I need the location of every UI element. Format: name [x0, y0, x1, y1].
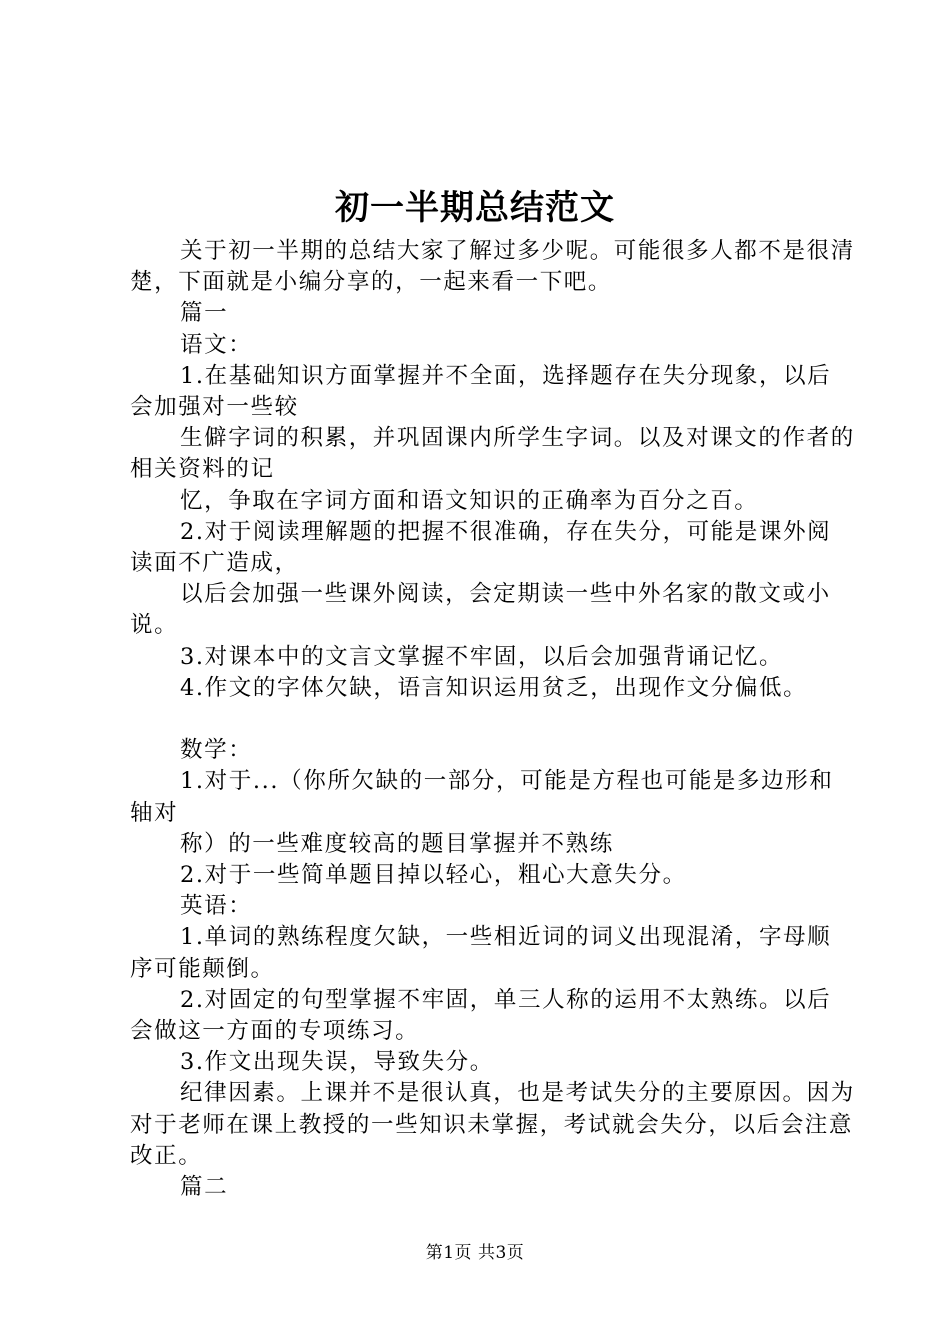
- subject-heading-math: 数学：: [180, 737, 253, 764]
- section-heading-part-two: 篇二: [180, 1174, 229, 1201]
- document-title: 初一半期总结范文: [335, 188, 615, 228]
- document-body: [130, 236, 855, 1203]
- body-paragraph: 2.对于一些简单题目掉以轻心，粗心大意失分。: [180, 862, 687, 889]
- body-paragraph: 3.作文出现失误，导致失分。: [180, 1049, 494, 1076]
- body-paragraph: 生僻字词的积累，并巩固课内所学生字词。以及对课文的作者的相关资料的记: [130, 425, 855, 483]
- intro-paragraph: 关于初一半期的总结大家了解过多少呢。可能很多人都不是很清楚，下面就是小编分享的，一起来看一下吧。: [130, 238, 855, 296]
- body-paragraph: 2.对固定的句型掌握不牢固，单三人称的运用不太熟练。以后会做这一方面的专项练习。: [130, 986, 832, 1045]
- blank-line: [130, 704, 855, 735]
- body-paragraph: 纪律因素。上课并不是很认真，也是考试失分的主要原因。因为对于老师在课上教授的一些知识未掌握，考试就会失分，以后会注意改正。: [130, 1080, 855, 1169]
- section-heading-part-one: 篇一: [180, 300, 229, 327]
- body-paragraph: 1.在基础知识方面掌握并不全面，选择题存在失分现象，以后会加强对一些较: [130, 362, 832, 421]
- body-paragraph: 4.作文的字体欠缺，语言知识运用贫乏，出现作文分偏低。: [180, 674, 808, 701]
- body-paragraph: 3.对课本中的文言文掌握不牢固，以后会加强背诵记忆。: [180, 643, 784, 670]
- subject-heading-chinese: 语文：: [180, 331, 253, 358]
- body-paragraph: 1.对于...（你所欠缺的一部分，可能是方程也可能是多边形和轴对: [130, 768, 834, 826]
- subject-heading-english: 英语：: [180, 893, 253, 920]
- body-paragraph: 以后会加强一些课外阅读，会定期读一些中外名家的散文或小说。: [130, 581, 831, 639]
- body-paragraph: 2.对于阅读理解题的把握不很准确，存在失分，可能是课外阅读面不广造成，: [130, 518, 832, 577]
- body-paragraph: 忆，争取在字词方面和语文知识的正确率为百分之百。: [180, 487, 759, 514]
- body-paragraph: 称）的一些难度较高的题目掌握并不熟练: [180, 830, 614, 857]
- body-paragraph: 1.单词的熟练程度欠缺，一些相近词的词义出现混淆，字母顺序可能颠倒。: [130, 924, 832, 982]
- page-number-footer: 第1页 共3页: [425, 1243, 525, 1263]
